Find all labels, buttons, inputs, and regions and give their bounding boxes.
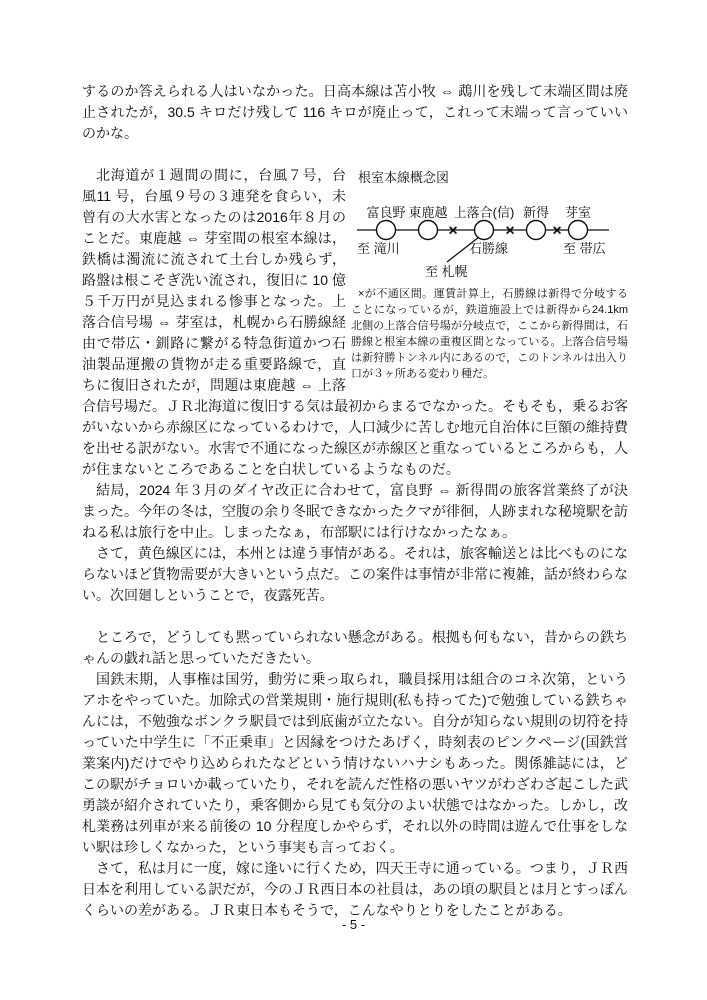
railway-line-diagram <box>351 187 628 279</box>
right-terminal-label: 至 帯広 <box>563 241 606 256</box>
station-label: 新得 <box>522 205 550 220</box>
paragraph-yellow-sections: さて，黄色線区には，本州とは違う事情がある。それは，旅客輸送とは比べものにならないほど貨物需要が大きいという点だ。この案件は事情が非常に複雑，話が終わらない。次回廻しということで，夜露死苦。 <box>82 545 628 603</box>
station-node-memuro <box>569 221 588 240</box>
station-label: 芽室 <box>564 205 592 220</box>
page-body <box>82 81 628 921</box>
closed-section-marker: × <box>448 222 458 240</box>
station-label: 上落合(信) <box>453 205 515 220</box>
diagram-note: ×が不通区間。運賃計算上，石勝線は新得で分岐することになっているが，鉄道施設上では新得から24.1km北側の上落合信号場が分岐点で，ここから新得間は，石勝線と根室本線の重複区間となっている。上落合信号場は新狩勝トンネル内にあるので，このトンネルは出入り口が３ヶ所ある変わり種だ。 <box>351 288 628 380</box>
paragraph-flood: 北海道が１週間の間に，台風７号，台風11 号，台風９号の３連発を食らい，未曾有の大水害となったのは2016年８月のことだ。東鹿越 ⇔ 芽室間の根室本線は，鉄橋は濁流に流されて土台しか残らず，路盤は根こそぎ洗い流され，復旧に 10 億５千万円が見込まれる惨事となった。上落合信号場 ⇔ 芽室は，札幌から石勝線経由で帯広・釧路に繋がる特急街道かつ石油製品運搬の貨物が走る重要路線で，直ちに復旧されたが，問題は東鹿越 ⇔ 上落合信号場だ。ＪＲ北海道に復旧する気は最初からまるでなかった。そもそも，乗るお客がいないから赤線区になっているわけで，人口減少に苦しむ地元自治体に巨額の維持費を出せる訳がない。水害で不通になった線区が赤線区と重なっているところからも，人が住まないところであることを白状しているようなものだ。 <box>82 167 628 477</box>
blank-line <box>82 606 628 627</box>
left-terminal-label: 至 滝川 <box>357 241 400 256</box>
diagram-title: 根室本線概念図 <box>358 170 450 185</box>
paragraph-jr-west: さて，私は月に一度，嫁に逢いに行くため，四天王寺に通っている。つまり，ＪＲ西日本を利用している訳だが，今のＪＲ西日本の社員は，あの頃の駅員とは月とすっぽんくらいの差がある。ＪＲ東日本もそうで，こんなやりとりをしたことがある。 <box>82 860 628 918</box>
station-node-kamiochiai <box>475 221 494 240</box>
blank-line <box>82 144 628 165</box>
branch-line-label: 石勝線 <box>469 241 509 256</box>
paragraph-jnr-era: 国鉄末期，人事権は国労，動労に乗っ取られ，職員採用は組合のコネ次第，というアホをやっていた。加除式の営業規則・施行規則(私も持ってた)で勉強している鉄ちゃんには，不勉強なボンクラ駅員では到底歯が立たない。自分が知らない規則の切符を持っていた中学生に「不正乗車」と因縁をつけたあげく，時刻表のピンクページ(国鉄営業案内)だけでやり込められたなどという情けないハナシもあった。関係雑誌には，どこの駅がチョロいか載っていたり，それを読んだ性格の悪いヤツがわざわざ起こした武勇談が紹介されていたり，乗客側から見ても気分のよい状態ではなかった。しかし，改札業務は列車が来る前後の 10 分程度しかやらず，それ以外の時間は遊んで仕事をしない駅は珍しくなかった，という事実も言っておく。 <box>82 671 628 855</box>
station-label: 富良野 <box>366 205 406 220</box>
closed-section-marker: × <box>552 222 562 240</box>
station-node-shintoku <box>527 221 546 240</box>
station-node-higashishikagoe <box>419 221 438 240</box>
page-number: - 5 - <box>341 917 366 932</box>
closed-section-marker: × <box>505 222 515 240</box>
paragraph-continuation: するのか答えられる人はいなかった。日高本線は苫小牧 ⇔ 鵡川を残して末端区間は廃止されたが，30.5 キロだけ残して 116 キロが廃止って，これって末端って言っていいのかな。 <box>82 83 628 141</box>
paragraph-concern: ところで，どうしても黙っていられない懸念がある。根拠も何もない，昔からの鉄ちゃんの戯れ話と思っていただきたい。 <box>82 629 628 666</box>
station-label: 東鹿越 <box>408 205 448 220</box>
railway-diagram-figure <box>351 165 628 394</box>
station-node-furano <box>377 221 396 240</box>
branch-terminal-label: 至 札幌 <box>425 264 468 279</box>
paragraph-timetable-revision: 結局，2024 年３月のダイヤ改正に合わせて，富良野 ⇔ 新得間の旅客営業終了が決まった。今年の冬は，空腹の余り冬眠できなかったクマが徘徊，人跡まれな秘境駅を訪ねる私は旅行を中止。しまったなぁ，布部駅には行けなかったなぁ。 <box>82 482 628 540</box>
